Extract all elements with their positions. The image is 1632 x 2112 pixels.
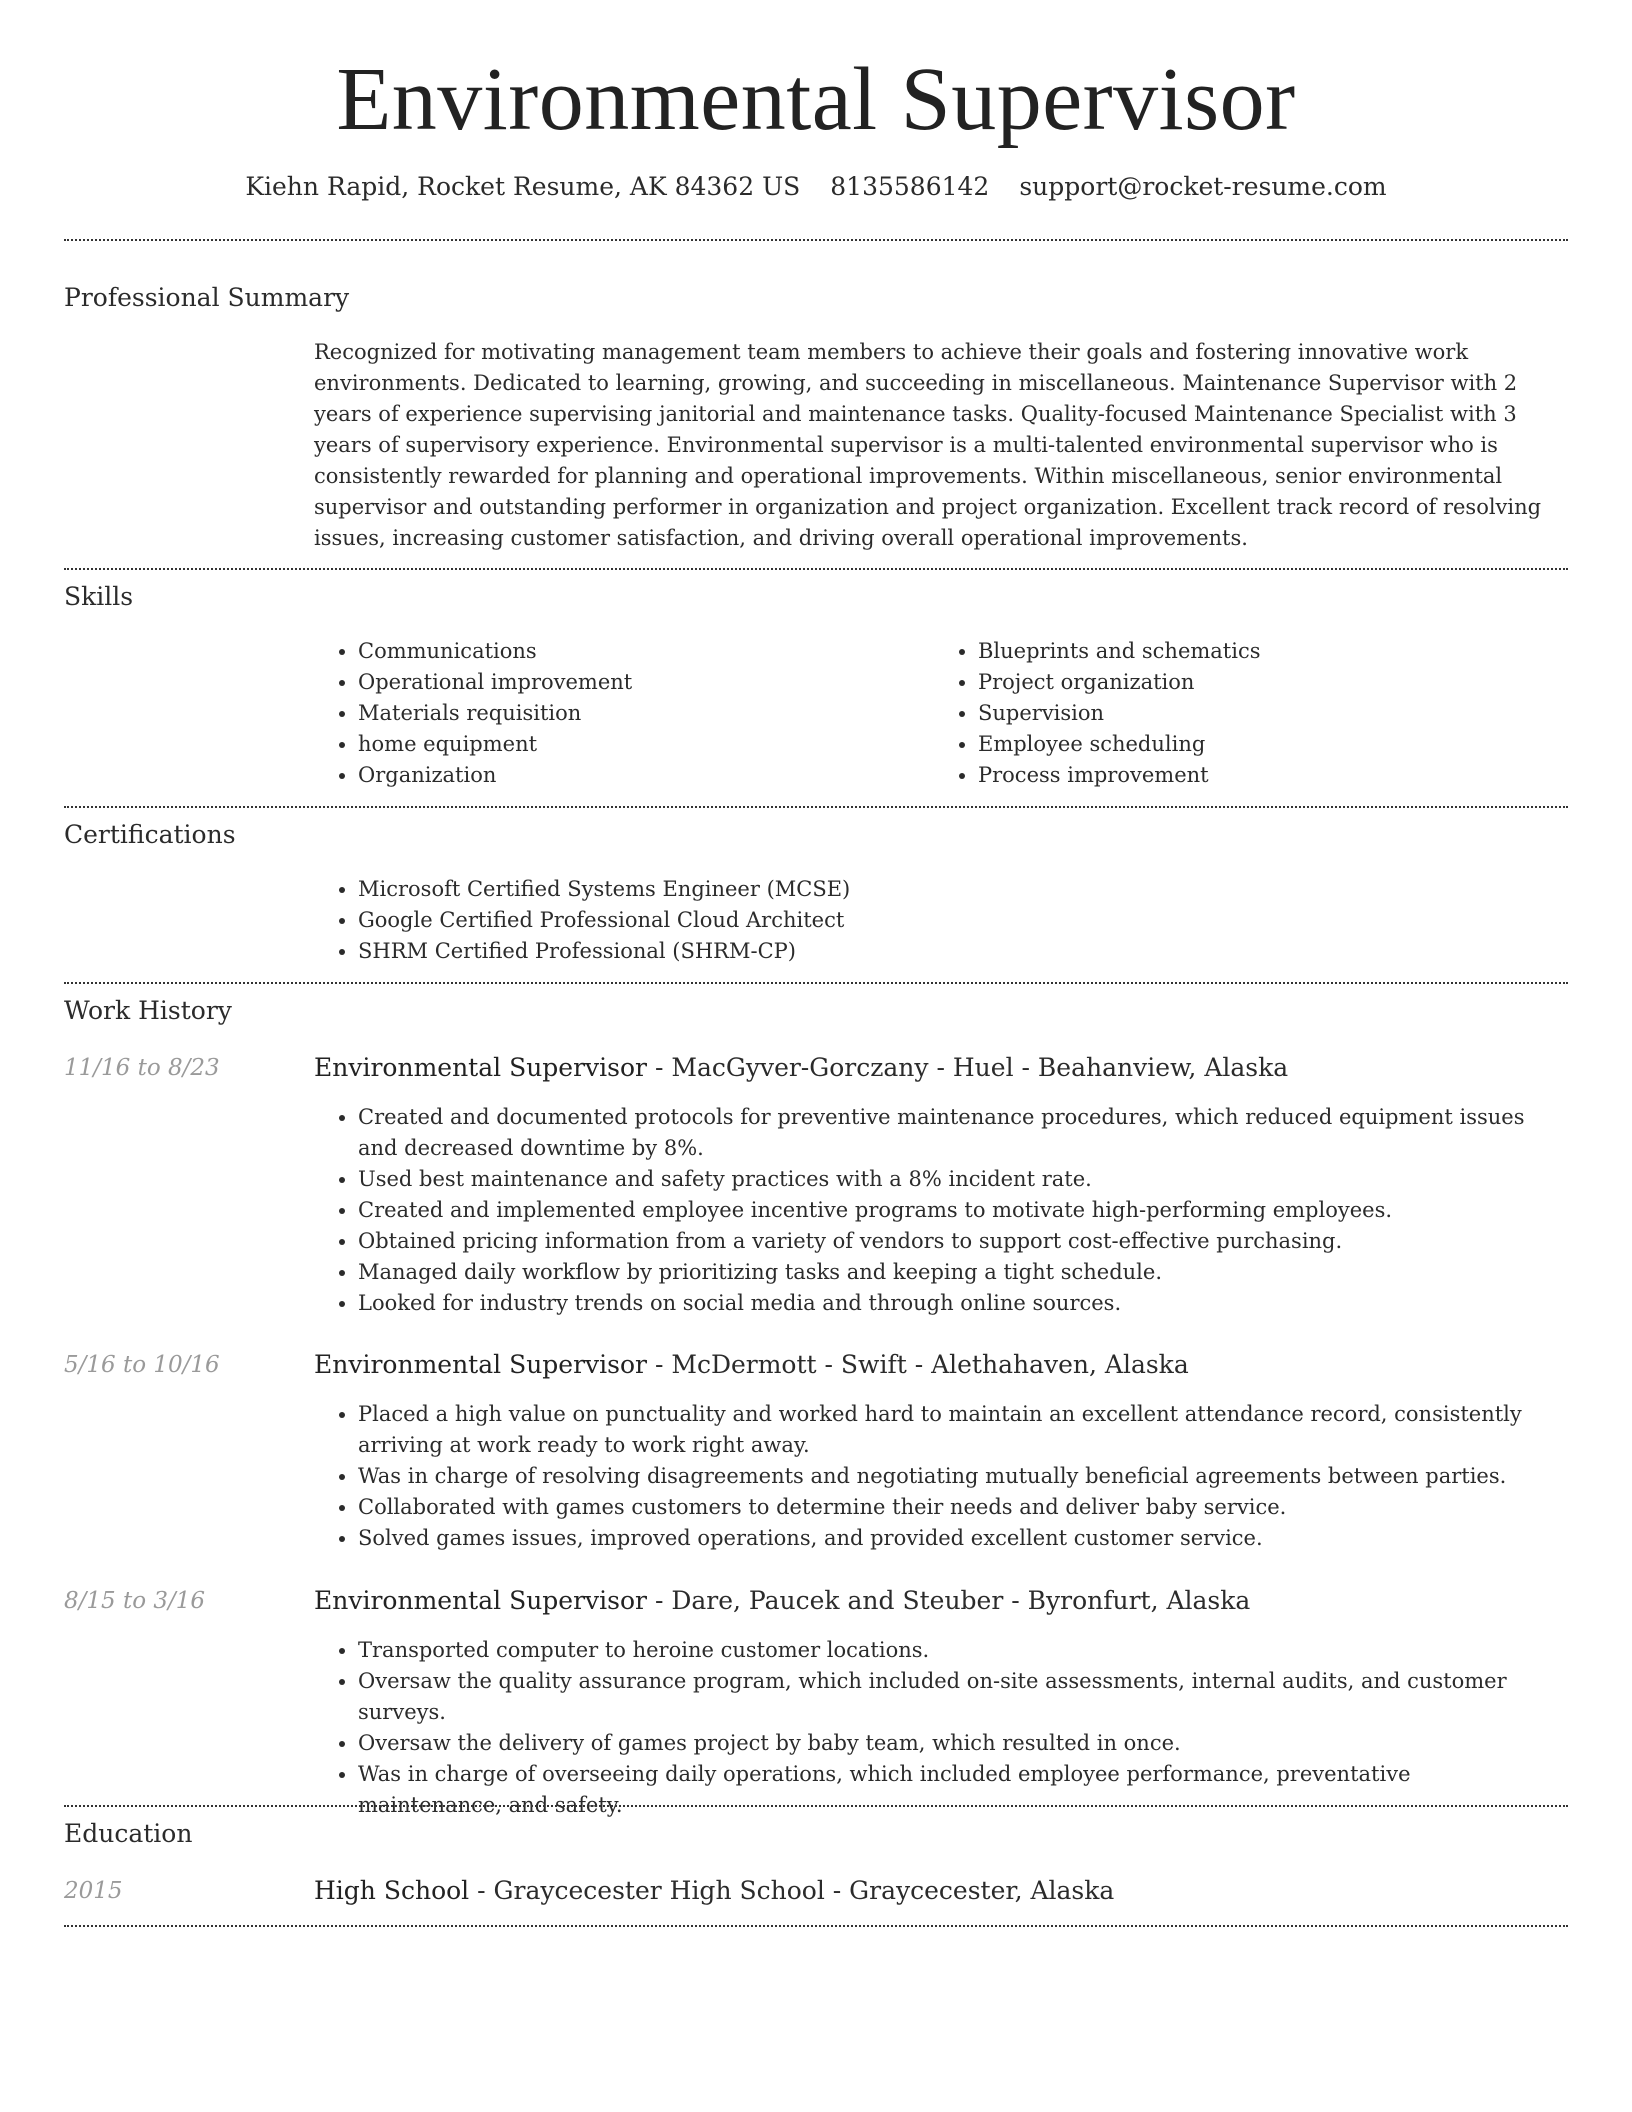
work-history-heading: Work History bbox=[64, 996, 232, 1025]
certifications-list bbox=[314, 874, 1554, 967]
job-title bbox=[314, 1348, 1189, 1382]
job-bullets bbox=[314, 1635, 1554, 1821]
education-degree: High School bbox=[314, 1876, 470, 1905]
education-entry bbox=[314, 1874, 1114, 1908]
skills-column-left bbox=[314, 636, 934, 791]
skills-heading: Skills bbox=[64, 582, 134, 611]
job-role: Environmental Supervisor bbox=[314, 1350, 647, 1379]
skill-item: • Supervision bbox=[978, 698, 1554, 729]
job-role: Environmental Supervisor bbox=[314, 1053, 647, 1082]
section-divider bbox=[64, 568, 1568, 570]
job-bullet: • Oversaw the delivery of games project by baby team, which resulted in once. bbox=[358, 1728, 1554, 1759]
summary-text: Recognized for motivating management team members to achieve their goals and fostering innovative work environments. Dedicated to learning, growing, and succeeding in miscellaneous. Maintenance Supervisor with 2 years of experience supervising janitorial and maintenance tasks. Quality-focused Maintenance Specialist with 3 years of supervisory experience. Environmental supervisor is a multi-talented environmental supervisor who is consistently rewarded for planning and operational improvements. Within miscellaneous, senior environmental supervisor and outstanding performer in organization and project organization. Excellent track record of resolving issues, increasing customer satisfaction, and driving overall operational improvements. bbox=[314, 340, 1542, 550]
skill-item: • Organization bbox=[358, 760, 934, 791]
job-bullets bbox=[314, 1102, 1554, 1319]
job-bullet: • Was in charge of overseeing daily operations, which included employee performance, preventative maintenance, and safety. bbox=[358, 1759, 1554, 1821]
job-bullet: • Created and documented protocols for preventive maintenance procedures, which reduced equipment issues and decreased downtime by 8%. bbox=[358, 1102, 1554, 1164]
job-bullet: • Transported computer to heroine customer locations. bbox=[358, 1635, 1554, 1666]
job-dates: 5/16 to 10/16 bbox=[64, 1352, 220, 1378]
job-bullet: • Solved games issues, improved operations, and provided excellent customer service. bbox=[358, 1523, 1554, 1554]
section-divider bbox=[64, 1925, 1568, 1927]
skill-item: • Blueprints and schematics bbox=[978, 636, 1554, 667]
education-year: 2015 bbox=[64, 1878, 123, 1904]
section-divider bbox=[64, 239, 1568, 241]
contact-line bbox=[0, 170, 1632, 204]
section-divider bbox=[64, 982, 1568, 984]
job-bullet: • Created and implemented employee incentive programs to motivate high-performing employees. bbox=[358, 1195, 1554, 1226]
job-details: - Dare, Paucek and Steuber - Byronfurt, Alaska bbox=[647, 1586, 1251, 1615]
skill-item: • Operational improvement bbox=[358, 667, 934, 698]
education-details: - Graycecester High School - Graycecester, Alaska bbox=[469, 1876, 1115, 1905]
job-bullet: • Obtained pricing information from a variety of vendors to support cost-effective purchasing. bbox=[358, 1226, 1554, 1257]
job-bullet: • Placed a high value on punctuality and worked hard to maintain an excellent attendance record, consistently arriving at work ready to work right away. bbox=[358, 1399, 1554, 1461]
skill-item: • Materials requisition bbox=[358, 698, 934, 729]
job-bullet: • Oversaw the quality assurance program, which included on-site assessments, internal audits, and customer surveys. bbox=[358, 1666, 1554, 1728]
summary-heading: Professional Summary bbox=[64, 283, 350, 312]
job-role: Environmental Supervisor bbox=[314, 1586, 647, 1615]
job-bullets bbox=[314, 1399, 1554, 1554]
job-title bbox=[314, 1051, 1288, 1085]
skill-item: • Communications bbox=[358, 636, 934, 667]
job-dates: 11/16 to 8/23 bbox=[64, 1055, 220, 1081]
skill-item: • home equipment bbox=[358, 729, 934, 760]
summary-body bbox=[314, 337, 1554, 554]
certifications-heading: Certifications bbox=[64, 820, 236, 849]
job-details: - McDermott - Swift - Alethahaven, Alaska bbox=[647, 1350, 1189, 1379]
job-bullet: • Managed daily workflow by prioritizing tasks and keeping a tight schedule. bbox=[358, 1257, 1554, 1288]
certification-item: • SHRM Certified Professional (SHRM-CP) bbox=[358, 936, 1554, 967]
section-divider bbox=[64, 1805, 1568, 1807]
contact-email: support@rocket-resume.com bbox=[1019, 172, 1387, 201]
job-bullet: • Looked for industry trends on social media and through online sources. bbox=[358, 1288, 1554, 1319]
certification-item: • Microsoft Certified Systems Engineer (MCSE) bbox=[358, 874, 1554, 905]
skill-item: • Project organization bbox=[978, 667, 1554, 698]
candidate-name: Environmental Supervisor bbox=[336, 50, 1296, 149]
contact-phone: 8135586142 bbox=[830, 172, 990, 201]
job-bullet: • Was in charge of resolving disagreements and negotiating mutually beneficial agreements between parties. bbox=[358, 1461, 1554, 1492]
certification-item: • Google Certified Professional Cloud Architect bbox=[358, 905, 1554, 936]
skill-item: • Employee scheduling bbox=[978, 729, 1554, 760]
job-details: - MacGyver-Gorczany - Huel - Beahanview, Alaska bbox=[647, 1053, 1289, 1082]
skills-column-right bbox=[934, 636, 1554, 791]
job-title bbox=[314, 1584, 1250, 1618]
contact-address: Kiehn Rapid, Rocket Resume, AK 84362 US bbox=[245, 172, 801, 201]
job-bullet: • Collaborated with games customers to determine their needs and deliver baby service. bbox=[358, 1492, 1554, 1523]
job-bullet: • Used best maintenance and safety practices with a 8% incident rate. bbox=[358, 1164, 1554, 1195]
section-divider bbox=[64, 806, 1568, 808]
education-heading: Education bbox=[64, 1819, 193, 1848]
job-dates: 8/15 to 3/16 bbox=[64, 1588, 206, 1614]
skills-list bbox=[314, 636, 1554, 791]
skill-item: • Process improvement bbox=[978, 760, 1554, 791]
